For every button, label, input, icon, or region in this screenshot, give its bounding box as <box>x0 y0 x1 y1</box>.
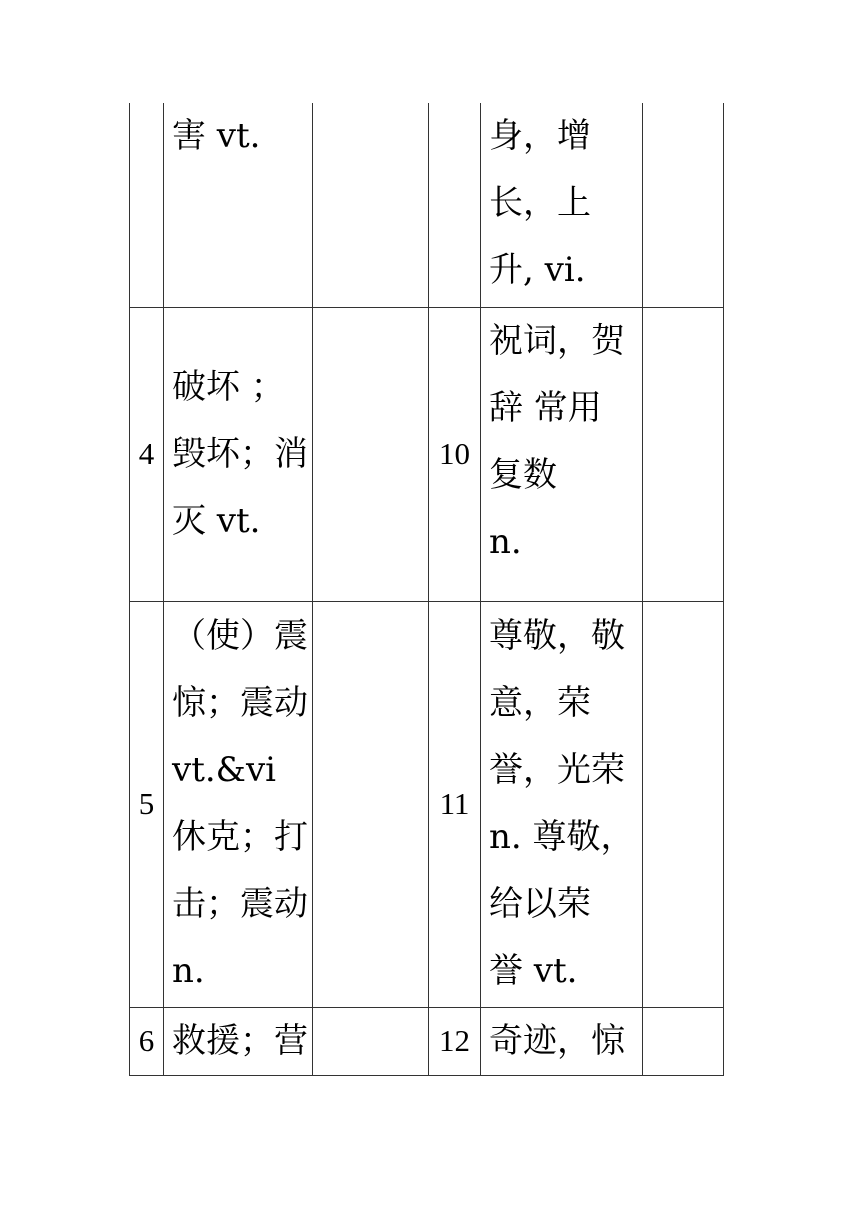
table-row <box>130 601 724 1007</box>
vocabulary-table <box>129 103 724 1076</box>
left-number-cell <box>130 103 164 307</box>
right-number-cell: 10 <box>429 307 481 601</box>
left-definition-cell <box>164 1007 313 1075</box>
definition-line: n. 尊敬， <box>489 817 635 857</box>
left-definition-cell <box>164 103 313 307</box>
right-definition-cell <box>481 103 643 307</box>
right-answer-cell <box>643 1007 724 1075</box>
definition-line: 破坏 ； <box>172 366 285 407</box>
right-definition-cell <box>481 1007 643 1075</box>
left-definition-cell <box>164 307 313 601</box>
right-definition-cell <box>481 601 643 1007</box>
definition-line: 长，上 <box>489 183 591 223</box>
left-answer-cell <box>313 601 429 1007</box>
left-number-cell: 6 <box>130 1007 164 1075</box>
right-answer-cell <box>643 601 724 1007</box>
definition-line: 复数 <box>489 454 557 495</box>
definition-line: 尊敬，敬 <box>489 616 625 656</box>
definition-line: 意，荣 <box>489 683 591 723</box>
right-answer-cell <box>643 307 724 601</box>
definition-line: 祝词，贺 <box>489 320 625 361</box>
left-number-cell: 4 <box>130 307 164 601</box>
definition-line: n. <box>172 951 205 991</box>
left-number-cell: 5 <box>130 601 164 1007</box>
table-row <box>130 307 724 601</box>
definition-line: 救援；营 <box>172 1020 308 1061</box>
right-definition-cell <box>481 307 643 601</box>
definition-line: n. <box>489 521 522 562</box>
definition-line: 升, vi. <box>489 250 586 290</box>
definition-line: 害 vt. <box>172 116 261 156</box>
definition-line: 给以荣 <box>489 884 591 924</box>
definition-line: 灭 vt. <box>172 500 261 541</box>
definition-line: vt.&vi <box>172 750 277 790</box>
left-answer-cell <box>313 307 429 601</box>
right-number-cell: 12 <box>429 1007 481 1075</box>
table-row <box>130 1007 724 1075</box>
right-number-cell: 11 <box>429 601 481 1007</box>
table-row <box>130 103 724 307</box>
left-answer-cell <box>313 1007 429 1075</box>
definition-line: 击；震动 <box>172 884 308 924</box>
definition-line: 奇迹，惊 <box>489 1020 625 1061</box>
definition-line: 辞 常用 <box>489 387 602 428</box>
right-number-cell <box>429 103 481 307</box>
left-definition-cell <box>164 601 313 1007</box>
definition-line: 休克；打 <box>172 817 308 857</box>
left-answer-cell <box>313 103 429 307</box>
definition-line: 誉，光荣 <box>489 750 625 790</box>
definition-line: （使）震 <box>172 616 308 656</box>
definition-line: 毁坏；消 <box>172 433 308 474</box>
definition-line: 身，增 <box>489 116 591 156</box>
definition-line: 誉 vt. <box>489 951 578 991</box>
right-answer-cell <box>643 103 724 307</box>
definition-line: 惊；震动 <box>172 683 308 723</box>
